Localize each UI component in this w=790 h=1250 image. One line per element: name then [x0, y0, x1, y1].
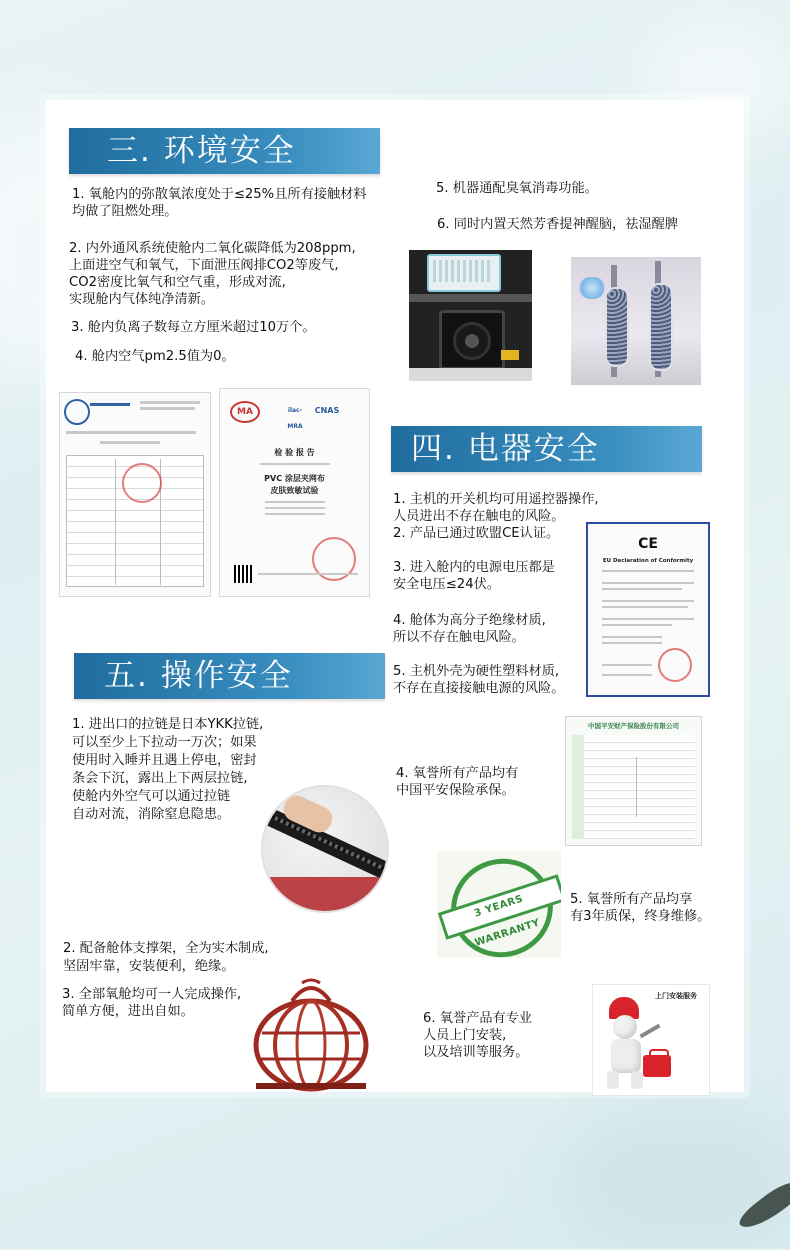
- section-operation-banner: [74, 653, 385, 699]
- op-item-3-line-1: 3. 全部氧舱均可一人完成操作,: [62, 987, 242, 1002]
- warranty-stamp-image: [437, 851, 561, 958]
- op-item-3-line-2: 简单方便，进出自如。: [62, 1004, 194, 1019]
- op-item-1-line-3: 使用时入睡并且遇上停电，密封: [72, 753, 257, 768]
- service-item-5-line-1: 5. 氧誉所有产品均享: [570, 892, 693, 907]
- ce-declaration-document: [586, 522, 710, 697]
- env-item-2-line-4: 实现舱内气体纯净清新。: [69, 292, 215, 307]
- insurance-document: [565, 716, 702, 846]
- elec-item-5-line-2: 不存在直接接触电源的风险。: [393, 681, 565, 696]
- elec-item-3-line-1: 3. 进入舱内的电源电压都是: [393, 560, 555, 575]
- report-title: 检 验 报 告: [274, 448, 315, 457]
- op-item-1-line-2: 可以至少上下拉动一万次；如果: [72, 735, 257, 750]
- section-environment-banner: [69, 128, 380, 174]
- zipper-photo: [263, 787, 387, 911]
- service-item-4-line-2: 中国平安保险承保。: [396, 783, 515, 798]
- aroma-tubes-photo: [571, 257, 701, 385]
- elec-item-4-line-1: 4. 舱体为高分子绝缘材质,: [393, 613, 546, 628]
- elec-item-1-line-2: 人员进出不存在触电的风险。: [393, 509, 565, 524]
- section-operation-title: 五. 操作安全: [104, 658, 293, 694]
- ce-mark: CE: [638, 536, 658, 552]
- env-item-2-line-1: 2. 内外通风系统使舱内二氧化碳降低为208ppm,: [69, 241, 356, 256]
- elec-item-2: 2. 产品已通过欧盟CE认证。: [393, 526, 560, 541]
- service-item-6-line-1: 6. 氧誉产品有专业: [423, 1011, 533, 1026]
- env-item-5: 5. 机器通配臭氧消毒功能。: [436, 181, 598, 196]
- section-electrical-title: 四. 电器安全: [411, 431, 600, 467]
- env-item-6: 6. 同时内置天然芳香提神醒脑，祛湿醒脾: [437, 217, 678, 232]
- service-item-6-line-3: 以及培训等服务。: [423, 1045, 529, 1060]
- elec-item-3-line-2: 安全电压≤24伏。: [393, 577, 500, 592]
- ozone-machine-photo: [409, 250, 532, 381]
- op-item-2-line-1: 2. 配备舱体支撑架，全为实木制成,: [63, 941, 269, 956]
- pvc-test-report-document: [219, 388, 370, 597]
- elec-item-4-line-2: 所以不存在触电风险。: [393, 630, 525, 645]
- installation-service-image: [592, 984, 710, 1096]
- install-label: 上门安装服务: [655, 992, 697, 1000]
- wooden-support-frame-icon: [252, 975, 370, 1097]
- section-electrical-banner: [391, 426, 702, 472]
- env-item-4: 4. 舱内空气pm2.5值为0。: [75, 349, 235, 364]
- env-item-3: 3. 舱内负离子数每立方厘米超过10万个。: [71, 320, 316, 335]
- op-item-1-line-4: 条会下沉，露出上下两层拉链,: [72, 771, 248, 786]
- op-item-2-line-2: 坚固牢靠，安装便利，绝缘。: [63, 959, 235, 974]
- ilac-logo: ilac-MRA: [287, 407, 303, 430]
- env-item-1-line-1: 1. 氧舱内的弥散氧浓度处于≤25%且所有接触材料: [72, 187, 367, 202]
- elec-item-5-line-1: 5. 主机外壳为硬性塑料材质,: [393, 664, 560, 679]
- ma-logo: MA: [230, 401, 260, 423]
- elec-item-1-line-1: 1. 主机的开关机均可用遥控器操作,: [393, 492, 599, 507]
- report-subtitle: PVC 涂层夹网布: [264, 474, 325, 483]
- op-item-1-line-6: 自动对流，消除窒息隐患。: [72, 807, 231, 822]
- env-item-1-line-2: 均做了阻燃处理。: [72, 204, 178, 219]
- background-blob: [560, 1110, 790, 1250]
- warranty-text: 3 YEARS WARRANTY: [473, 893, 542, 949]
- env-item-2-line-2: 上面进空气和氧气，下面泄压阀排CO2等废气,: [69, 258, 339, 273]
- section-environment-title: 三. 环境安全: [107, 133, 296, 169]
- op-item-1-line-1: 1. 进出口的拉链是日本YKK拉链,: [72, 717, 264, 732]
- ce-title: EU Declaration of Conformity: [602, 558, 694, 564]
- op-item-1-line-5: 使舱内外空气可以通过拉链: [72, 789, 231, 804]
- report-subtitle-2: 皮肤致敏试验: [270, 486, 319, 495]
- insurance-header: 中国平安财产保险股份有限公司: [588, 722, 679, 730]
- test-report-document: [59, 392, 211, 597]
- service-item-6-line-2: 人员上门安装,: [423, 1028, 507, 1043]
- service-item-4-line-1: 4. 氧誉所有产品均有: [396, 766, 519, 781]
- env-item-2-line-3: CO2密度比氧气和空气重，形成对流,: [69, 275, 286, 290]
- service-item-5-line-2: 有3年质保，终身维修。: [570, 909, 711, 924]
- cnas-logo: CNAS: [314, 406, 340, 415]
